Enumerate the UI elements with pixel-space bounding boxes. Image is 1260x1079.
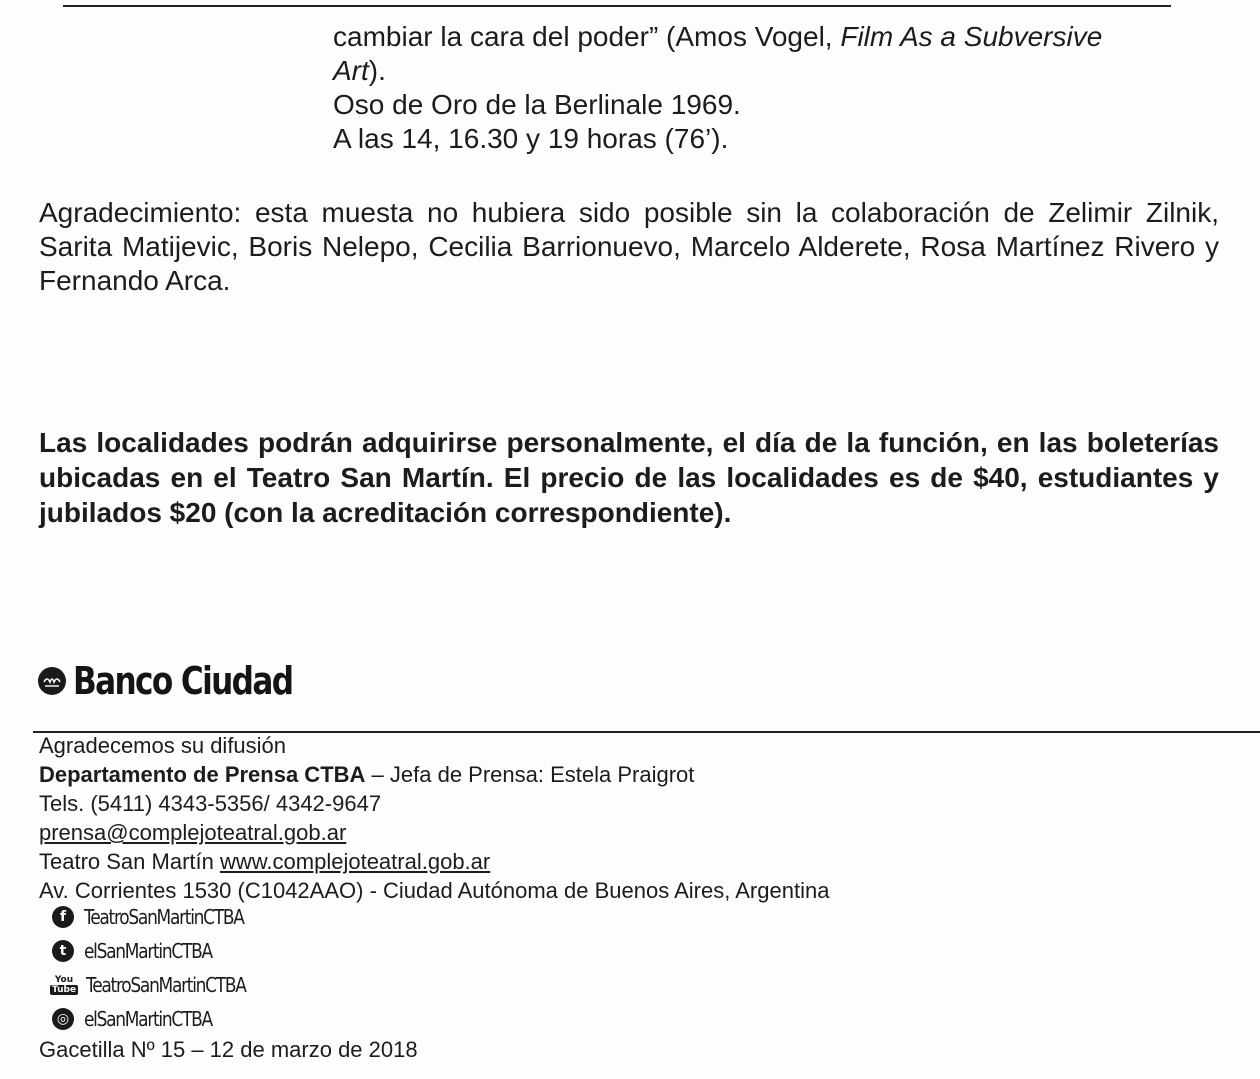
bank-name: Banco Ciudad	[73, 659, 293, 703]
social-links	[52, 900, 274, 1036]
social-handle: TeatroSanMartinCTBA	[84, 905, 244, 929]
venue-name: Teatro San Martín	[39, 849, 220, 874]
social-facebook[interactable]	[52, 900, 274, 934]
quote-line-2	[333, 54, 1193, 88]
bank-seal-icon	[38, 667, 66, 695]
press-release-number: Gacetilla Nº 15 – 12 de marzo de 2018	[39, 1037, 418, 1062]
top-divider	[63, 5, 1171, 7]
social-instagram[interactable]	[52, 1002, 274, 1036]
award-line: Oso de Oro de la Berlinale 1969.	[333, 89, 741, 120]
social-handle: elSanMartinCTBA	[84, 939, 212, 963]
quote-text: cambiar la cara del poder” (Amos Vogel,	[333, 21, 841, 52]
facebook-icon: f	[52, 906, 74, 928]
social-twitter[interactable]	[52, 934, 274, 968]
department-name: Departamento de Prensa CTBA	[39, 762, 366, 787]
social-youtube[interactable]	[52, 968, 274, 1002]
youtube-icon-bottom: Tube	[51, 985, 77, 995]
thanks-line: Agradecemos su difusión	[39, 733, 287, 758]
quote-close: ).	[368, 55, 386, 86]
email-line	[39, 818, 1039, 847]
tickets-paragraph: Las localidades podrán adquirirse personalmente, el día de la función, en las boleterías ubicadas en el Teatro San Martín. El precio de las localidades es de $40, estudiantes y jubilados $20 (con la acreditación correspondiente).	[39, 427, 1219, 528]
quote-line	[333, 20, 1193, 54]
acknowledgement-paragraph: Agradecimiento: esta muesta no hubiera sido posible sin la colaboración de Zelimir Zilnik, Sarita Matijevic, Boris Nelepo, Cecilia Barrionuevo, Marcelo Alderete, Rosa Martínez Rivero y Fernando Arca.	[39, 197, 1219, 296]
twitter-icon: t	[52, 940, 74, 962]
youtube-icon	[52, 973, 76, 997]
showtimes-line: A las 14, 16.30 y 19 horas (76’).	[333, 123, 729, 154]
book-title-end: Art	[333, 55, 369, 86]
phone-line: Tels. (5411) 4343-5356/ 4342-9647	[39, 791, 382, 816]
book-title: Film As a Subversive	[840, 21, 1103, 52]
youtube-icon-top: You	[54, 975, 74, 985]
department-line	[39, 760, 1039, 789]
press-contact-block	[39, 731, 1039, 905]
website-link[interactable]: www.complejoteatral.gob.ar	[219, 849, 491, 874]
social-handle: TeatroSanMartinCTBA	[86, 973, 246, 997]
press-chief: – Jefa de Prensa: Estela Praigrot	[365, 762, 695, 787]
email-link[interactable]: prensa@complejoteatral.gob.ar	[39, 820, 347, 845]
venue-line	[39, 847, 1039, 876]
address-line: Av. Corrientes 1530 (C1042AAO) - Ciudad Autónoma de Buenos Aires, Argentina	[39, 878, 830, 903]
instagram-icon: ◎	[52, 1008, 74, 1030]
social-handle: elSanMartinCTBA	[84, 1007, 212, 1031]
film-description-end	[333, 20, 1193, 156]
banco-ciudad-logo	[38, 660, 341, 702]
